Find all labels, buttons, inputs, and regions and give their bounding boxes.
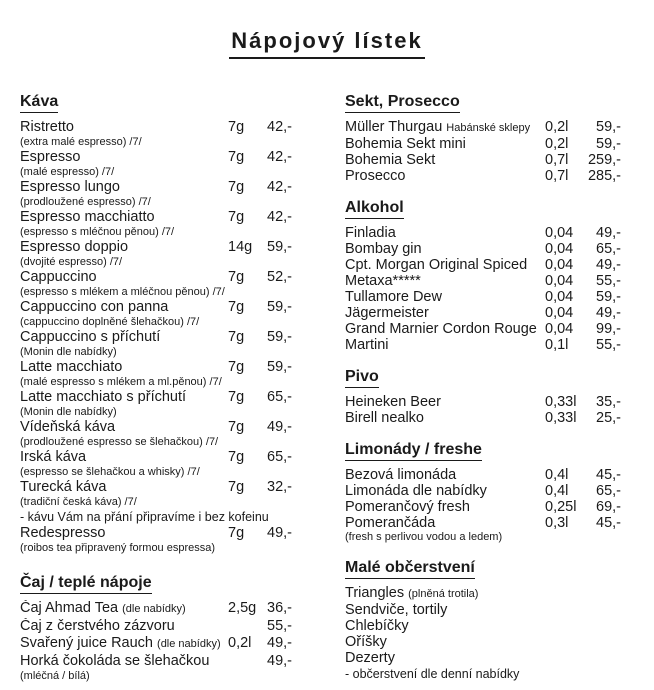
item-price: 42,- [267, 149, 292, 165]
menu-item-row [20, 653, 292, 670]
section-pivo [345, 368, 621, 426]
menu-item [345, 499, 621, 515]
section-header: Sekt, Prosecco [345, 93, 460, 113]
item-price: 59,- [596, 136, 621, 152]
item-name-text: Redespresso [20, 525, 106, 541]
menu-item-row [345, 225, 621, 241]
item-name-text: Limonáda dle nabídky [345, 483, 487, 499]
menu-item [345, 618, 621, 634]
item-qty: 7g [228, 419, 245, 435]
item-name-text: Cappuccino [20, 269, 97, 285]
menu-item [345, 467, 621, 483]
page-title: Nápojový lístek [229, 28, 424, 59]
menu-item [20, 149, 292, 179]
item-qty: 7g [228, 389, 245, 405]
item-qty: 0,2l [228, 635, 252, 651]
item-qty: 2,5g [228, 600, 257, 616]
item-name-text: Pomerančový fresh [345, 499, 470, 515]
item-desc: (dvojité espresso) /7/ [20, 256, 123, 268]
menu-item-row [20, 525, 292, 542]
menu-item [20, 479, 292, 525]
item-price: 55,- [596, 337, 621, 353]
item-name-small: Habánské sklepy [446, 122, 531, 134]
menu-item [345, 650, 621, 682]
item-name [345, 289, 545, 305]
menu-item-row [345, 410, 621, 426]
item-desc: (espresso s mléčnou pěnou) /7/ [20, 226, 175, 238]
item-name [345, 168, 545, 184]
item-name-text: Bohemia Sekt mini [345, 136, 466, 152]
item-name [345, 650, 545, 666]
item-qty: 7g [228, 119, 245, 135]
item-qty: 0,04 [545, 273, 574, 289]
menu-item-row [345, 483, 621, 499]
item-name-text: Oříšky [345, 634, 387, 650]
item-price: 49,- [267, 419, 292, 435]
item-name [20, 149, 228, 166]
item-name [20, 653, 228, 670]
item-name-text: Irská káva [20, 449, 87, 465]
menu-item-row [20, 239, 292, 256]
item-price: 49,- [267, 525, 292, 541]
menu-item [20, 635, 292, 653]
item-name-text: Bombay gin [345, 241, 422, 257]
menu-item [345, 289, 621, 305]
section-caj-teple-napoje [20, 574, 292, 683]
item-name-text: Birell nealko [345, 410, 424, 426]
item-desc: (espresso s mlékem a mléčnou pěnou) /7/ [20, 286, 225, 298]
item-name [345, 273, 545, 289]
menu-item-row [345, 585, 621, 602]
item-name-text: Latte macchiato s příchutí [20, 389, 187, 405]
menu-item [20, 389, 292, 419]
item-name [345, 241, 545, 257]
menu-item-row [20, 479, 292, 496]
item-name-text: Tullamore Dew [345, 289, 442, 305]
item-qty: 0,2l [545, 119, 569, 135]
item-desc: (cappuccino doplněné šlehačkou) /7/ [20, 316, 200, 328]
item-name-small: (dle nabídky) [157, 638, 221, 650]
item-qty: 7g [228, 359, 245, 375]
menu-item-row [345, 119, 621, 136]
item-name-text: Čaj z čerstvého zázvoru [20, 618, 175, 634]
item-price: 52,- [267, 269, 292, 285]
item-name-text: Turecká káva [20, 479, 107, 495]
item-name-text: Horká čokoláda se šlehačkou [20, 653, 210, 669]
item-name-text: Dezerty [345, 650, 395, 666]
item-price: 285,- [587, 168, 621, 184]
item-name-text: Cpt. Morgan Original Spiced [345, 257, 528, 273]
item-price: 42,- [267, 119, 292, 135]
section-header: Malé občerstvení [345, 559, 475, 579]
item-price: 42,- [267, 209, 292, 225]
item-qty: 0,25l [545, 499, 577, 515]
item-price: 55,- [596, 273, 621, 289]
item-name-text: Čaj Ahmad Tea [20, 600, 119, 616]
section-header: Pivo [345, 368, 379, 388]
menu-item [345, 321, 621, 337]
item-price: 65,- [267, 449, 292, 465]
item-qty: 0,04 [545, 241, 574, 257]
item-desc: (Monin dle nabídky) [20, 406, 117, 418]
item-price: 59,- [267, 329, 292, 345]
item-name-text: Grand Marnier Cordon Rouge [345, 321, 537, 337]
menu-column-left [20, 93, 292, 690]
item-price: 32,- [267, 479, 292, 495]
item-price: 49,- [596, 305, 621, 321]
item-price: 65,- [596, 483, 621, 499]
menu-item [345, 394, 621, 410]
item-desc: (prodloužené espresso se šlehačkou) /7/ [20, 436, 219, 448]
section-limonady-freshe [345, 441, 621, 544]
item-name [345, 152, 545, 168]
item-name [20, 329, 228, 346]
item-price: 65,- [596, 241, 621, 257]
menu-item-row [20, 209, 292, 226]
menu-item-row [20, 389, 292, 406]
item-price: 49,- [267, 635, 292, 651]
menu-item [20, 449, 292, 479]
menu-columns [0, 93, 654, 690]
item-name-text: Jägermeister [345, 305, 429, 321]
menu-item-row [345, 168, 621, 184]
menu-item-row [345, 515, 621, 531]
item-name-text: Latte macchiato [20, 359, 123, 375]
item-name [345, 337, 545, 353]
menu-item-row [20, 269, 292, 286]
section-male-obcerstveni [345, 559, 621, 682]
menu-item-row [20, 299, 292, 316]
item-name-text: Espresso [20, 149, 81, 165]
item-name [345, 467, 545, 483]
item-price: 59,- [267, 359, 292, 375]
menu-item [20, 525, 292, 555]
item-desc: (extra malé espresso) /7/ [20, 136, 142, 148]
item-name [20, 269, 228, 286]
menu-item [20, 329, 292, 359]
section-kava [20, 93, 292, 555]
item-qty: 0,2l [545, 136, 569, 152]
item-name-text: Heineken Beer [345, 394, 441, 410]
item-name [345, 499, 545, 515]
item-qty: 0,33l [545, 394, 577, 410]
menu-item [20, 239, 292, 269]
menu-item-row [345, 136, 621, 152]
menu-item-row [345, 634, 621, 650]
menu-item-row [345, 321, 621, 337]
item-name-text: Prosecco [345, 168, 406, 184]
item-name [20, 119, 228, 136]
item-qty: 7g [228, 329, 245, 345]
item-name [20, 419, 228, 436]
menu-item [20, 209, 292, 239]
item-desc: (Monin dle nabídky) [20, 346, 117, 358]
menu-item [345, 483, 621, 499]
item-name [20, 359, 228, 376]
menu-item [345, 305, 621, 321]
item-name [345, 136, 545, 152]
item-price: 259,- [587, 152, 621, 168]
menu-item-row [345, 337, 621, 353]
menu-item [345, 602, 621, 618]
item-name [345, 410, 545, 426]
menu-item [345, 410, 621, 426]
menu-item-row [345, 257, 621, 273]
item-name-text: Cappuccino con panna [20, 299, 169, 315]
item-qty: 0,04 [545, 289, 574, 305]
item-desc: (fresh s perlivou vodou a ledem) [345, 531, 503, 543]
item-name [20, 389, 228, 406]
item-price: 49,- [596, 225, 621, 241]
item-name [345, 119, 545, 136]
item-name-text: Triangles [345, 585, 405, 601]
menu-item [345, 257, 621, 273]
item-name-text: Espresso doppio [20, 239, 129, 255]
item-name [20, 525, 228, 542]
item-name-small: (dle nabídky) [122, 603, 186, 615]
item-qty: 14g [228, 239, 253, 255]
item-name-text: Vídeňská káva [20, 419, 116, 435]
menu-item [345, 585, 621, 602]
item-desc: (tradiční česká káva) /7/ [20, 496, 137, 508]
item-name [20, 600, 228, 618]
menu-item [20, 618, 292, 635]
menu-item-row [345, 467, 621, 483]
menu-item-row [20, 149, 292, 166]
item-price: 42,- [267, 179, 292, 195]
menu-item-row [345, 152, 621, 168]
item-price: 45,- [596, 515, 621, 531]
item-qty: 0,04 [545, 225, 574, 241]
item-name-text: Espresso macchiatto [20, 209, 155, 225]
menu-item [345, 273, 621, 289]
item-name [20, 179, 228, 196]
item-name [345, 394, 545, 410]
item-name [20, 239, 228, 256]
item-qty: 7g [228, 479, 245, 495]
item-note: - kávu Vám na přání připravíme i bez kofeinu [20, 510, 269, 524]
item-name-text: Bohemia Sekt [345, 152, 436, 168]
menu-item [20, 269, 292, 299]
item-qty: 0,1l [545, 337, 569, 353]
menu-item [345, 225, 621, 241]
item-qty: 0,3l [545, 515, 569, 531]
item-name-text: Svařený juice Rauch [20, 635, 153, 651]
item-price: 45,- [596, 467, 621, 483]
menu-item [345, 136, 621, 152]
menu-item [345, 152, 621, 168]
item-price: 69,- [596, 499, 621, 515]
menu-item [345, 337, 621, 353]
item-name-text: Chlebíčky [345, 618, 409, 634]
menu-item-row [20, 449, 292, 466]
menu-item [20, 419, 292, 449]
item-name [345, 585, 545, 602]
item-qty: 0,04 [545, 257, 574, 273]
item-name-text: Bezová limonáda [345, 467, 457, 483]
section-alkohol [345, 199, 621, 353]
item-name [345, 225, 545, 241]
item-desc: (malé espresso) /7/ [20, 166, 115, 178]
item-price: 36,- [267, 600, 292, 616]
item-name [345, 618, 545, 634]
item-qty: 0,7l [545, 168, 569, 184]
item-price: 55,- [267, 618, 292, 634]
menu-item [20, 179, 292, 209]
section-sekt-prosecco [345, 93, 621, 184]
menu-item-row [345, 618, 621, 634]
menu-item-row [20, 635, 292, 653]
item-name [345, 321, 545, 337]
menu-item-row [20, 359, 292, 376]
item-name-text: Sendviče, tortily [345, 602, 448, 618]
item-price: 65,- [267, 389, 292, 405]
menu-item-row [20, 618, 292, 635]
item-price: 59,- [596, 289, 621, 305]
item-name-text: Cappuccino s příchutí [20, 329, 161, 345]
item-name [20, 635, 228, 653]
menu-item [20, 653, 292, 683]
menu-item [345, 515, 621, 544]
item-price: 35,- [596, 394, 621, 410]
menu-item-row [345, 273, 621, 289]
item-qty: 7g [228, 269, 245, 285]
item-name [20, 479, 228, 496]
section-header: Čaj / teplé nápoje [20, 574, 152, 594]
item-price: 59,- [267, 299, 292, 315]
menu-item [20, 299, 292, 329]
item-note: - občerstvení dle denní nabídky [345, 667, 520, 681]
item-name [20, 449, 228, 466]
item-price: 49,- [267, 653, 292, 669]
section-header: Káva [20, 93, 58, 113]
item-qty: 7g [228, 209, 245, 225]
item-name [345, 305, 545, 321]
item-qty: 0,04 [545, 305, 574, 321]
menu-item-row [345, 305, 621, 321]
item-price: 99,- [596, 321, 621, 337]
item-name [20, 618, 228, 635]
menu-item [345, 168, 621, 184]
item-qty: 0,33l [545, 410, 577, 426]
item-name [20, 299, 228, 316]
item-name [345, 634, 545, 650]
menu-item [345, 119, 621, 136]
menu-item [345, 241, 621, 257]
item-name [20, 209, 228, 226]
item-desc: (roibos tea připravený formou espressa) [20, 542, 216, 554]
item-price: 25,- [596, 410, 621, 426]
item-name [345, 515, 545, 531]
menu-item-row [345, 602, 621, 618]
item-name-text: Finladia [345, 225, 396, 241]
section-header: Limonády / freshe [345, 441, 482, 461]
item-desc: (mléčná / bílá) [20, 670, 90, 682]
item-name-text: Espresso lungo [20, 179, 120, 195]
item-name [345, 602, 545, 618]
item-qty: 0,4l [545, 483, 569, 499]
item-name-text: Ristretto [20, 119, 74, 135]
menu-item [20, 359, 292, 389]
item-name [345, 483, 545, 499]
item-qty: 0,04 [545, 321, 574, 337]
menu-item [20, 119, 292, 149]
menu-item-row [20, 600, 292, 618]
item-qty: 7g [228, 299, 245, 315]
item-qty: 0,4l [545, 467, 569, 483]
item-name-small: (plněná trotila) [408, 588, 479, 600]
menu-item-row [20, 119, 292, 136]
menu-item [345, 634, 621, 650]
menu-item-row [345, 650, 621, 666]
item-qty: 7g [228, 525, 245, 541]
item-price: 59,- [596, 119, 621, 135]
item-qty: 7g [228, 449, 245, 465]
item-price: 49,- [596, 257, 621, 273]
menu-item-row [345, 499, 621, 515]
item-name-text: Metaxa***** [345, 273, 421, 289]
menu-item-row [345, 289, 621, 305]
item-desc: (espresso se šlehačkou a whisky) /7/ [20, 466, 200, 478]
item-desc: (malé espresso s mlékem a ml.pěnou) /7/ [20, 376, 222, 388]
menu-item-row [20, 179, 292, 196]
item-name-text: Pomerančáda [345, 515, 436, 531]
menu-item-row [20, 419, 292, 436]
section-header: Alkohol [345, 199, 404, 219]
item-name-text: Martini [345, 337, 389, 353]
menu-column-right [345, 93, 621, 690]
menu-item-row [345, 241, 621, 257]
item-price: 59,- [267, 239, 292, 255]
item-desc: (prodloužené espresso) /7/ [20, 196, 151, 208]
menu-item [20, 600, 292, 618]
item-qty: 7g [228, 179, 245, 195]
title-wrap [0, 0, 654, 59]
item-qty: 0,7l [545, 152, 569, 168]
menu-item-row [20, 329, 292, 346]
item-qty: 7g [228, 149, 245, 165]
item-name [345, 257, 545, 273]
item-name-text: Müller Thurgau [345, 119, 443, 135]
menu-item-row [345, 394, 621, 410]
